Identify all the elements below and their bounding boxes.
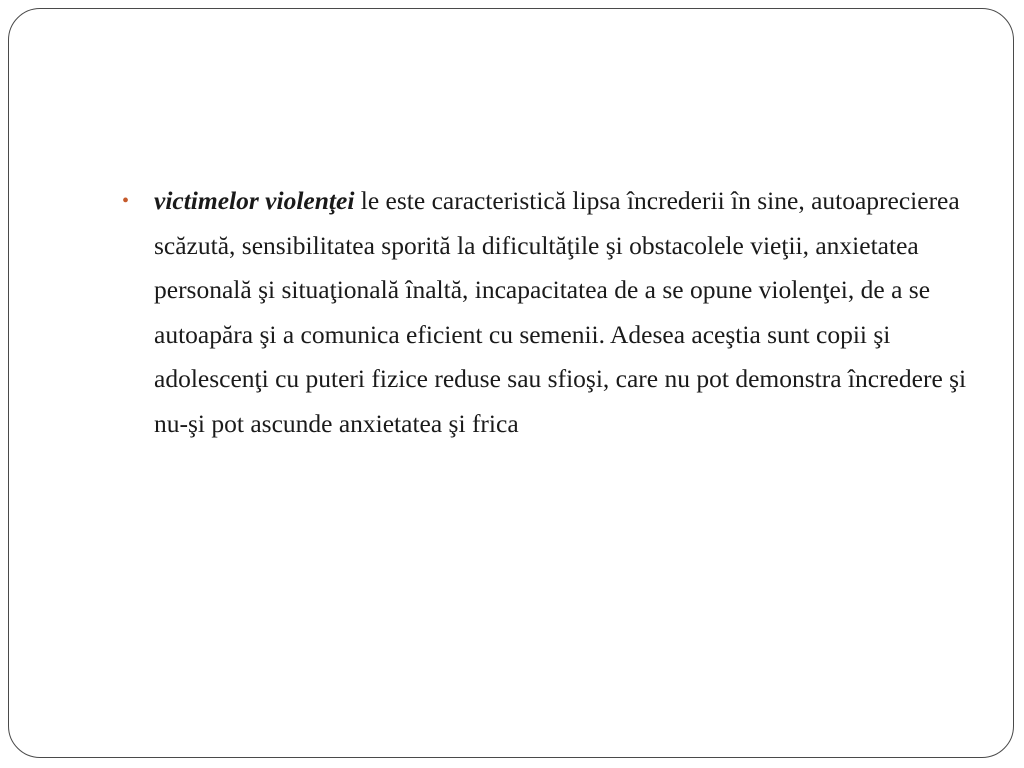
bullet-marker: • bbox=[122, 190, 130, 212]
slide-frame bbox=[8, 8, 1014, 758]
bullet-body: le este caracteristică lipsa încrederii în sine, autoaprecierea scăzută, sensibilitatea sporită la dificultăţile şi obstacolele vieţii, anxietatea personală şi situaţională înaltă, incapacitatea de a se opune violenţei, de a se autoapăra şi a comunica eficient cu semenii. Adesea aceştia sunt copii şi adolescenţi cu puteri fizice reduse sau sfioşi, care nu pot demonstra încredere şi nu-şi pot ascunde anxietatea şi frica bbox=[154, 186, 967, 438]
slide-content bbox=[117, 179, 977, 446]
bullet-text bbox=[154, 179, 974, 446]
bullet-item bbox=[117, 179, 977, 446]
bullet-emphasis: victimelor violenţei bbox=[154, 186, 355, 215]
